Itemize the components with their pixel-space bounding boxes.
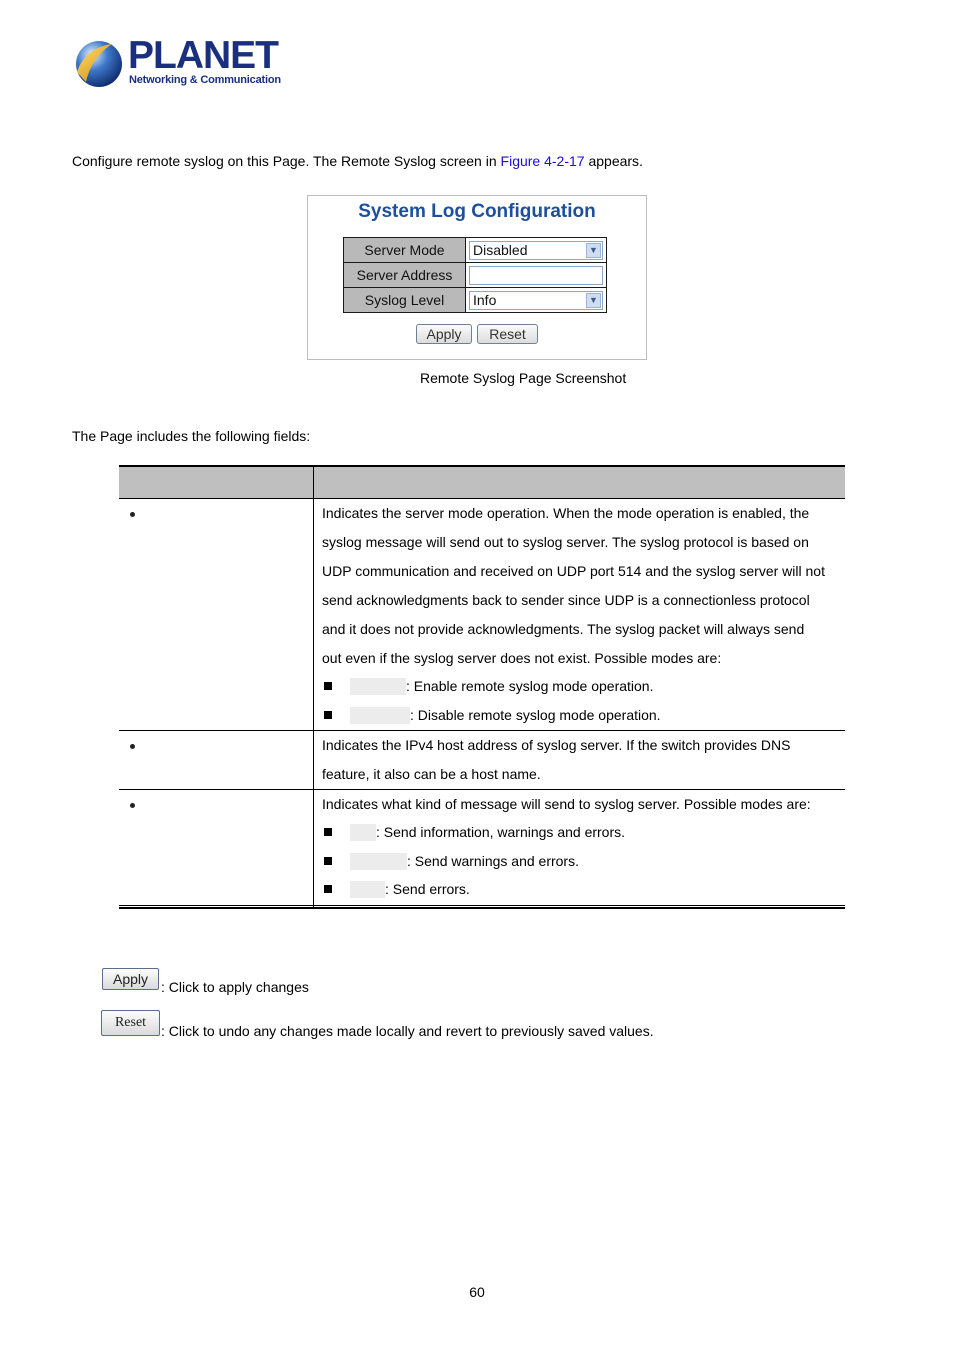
figure-caption: Remote Syslog Page Screenshot <box>420 370 627 386</box>
chevron-down-icon[interactable]: ▼ <box>586 293 601 308</box>
square-bullet-icon <box>324 885 332 893</box>
square-bullet-icon <box>324 711 332 719</box>
server-mode-label: Server Mode <box>344 238 466 263</box>
description-line: Indicates what kind of message will send to syslog server. Possible modes are: <box>322 796 811 812</box>
config-row-server-mode <box>344 238 607 263</box>
option-highlight <box>350 881 385 898</box>
reset-description: : Click to undo any changes made locally and revert to previously saved values. <box>161 1023 654 1039</box>
option-highlight <box>350 707 410 724</box>
fields-intro: The Page includes the following fields: <box>72 428 311 444</box>
option-highlight <box>350 853 407 870</box>
config-row-syslog-level <box>344 288 607 313</box>
server-address-cell <box>466 263 607 288</box>
globe-icon <box>72 38 124 90</box>
square-bullet-icon <box>324 682 332 690</box>
apply-button-image: Apply <box>102 968 159 990</box>
system-log-config-screenshot <box>307 195 647 360</box>
planet-logo <box>72 34 281 92</box>
server-mode-select[interactable] <box>469 241 603 260</box>
reset-button-image: Reset <box>101 1010 160 1036</box>
server-mode-value: Disabled <box>473 241 528 258</box>
syslog-level-select[interactable] <box>469 291 603 310</box>
server-address-label: Server Address <box>344 263 466 288</box>
description-line: out even if the syslog server does not exist. Possible modes are: <box>322 650 722 666</box>
reset-button[interactable]: Reset <box>477 324 538 344</box>
intro-text: Configure remote syslog on this Page. The Remote Syslog screen in <box>72 153 501 169</box>
bullet-icon <box>130 803 135 808</box>
table-column-divider <box>313 467 314 907</box>
field-description <box>322 731 842 789</box>
table-bottom-rule <box>119 905 845 909</box>
intro-text-end: appears. <box>584 153 643 169</box>
field-description <box>322 790 842 819</box>
intro-paragraph <box>72 153 643 169</box>
config-title: System Log Configuration <box>358 201 596 222</box>
description-line: and it does not provide acknowledgments. The syslog packet will always send <box>322 621 805 637</box>
table-header-row <box>119 467 845 499</box>
option-text: : Enable remote syslog mode operation. <box>406 678 654 694</box>
description-line: UDP communication and received on UDP port 514 and the syslog server will not <box>322 563 825 579</box>
description-line: feature, it also can be a host name. <box>322 766 541 782</box>
option-text: : Disable remote syslog mode operation. <box>410 707 661 723</box>
square-bullet-icon <box>324 857 332 865</box>
bullet-icon <box>130 512 135 517</box>
syslog-level-label: Syslog Level <box>344 288 466 313</box>
option-text: : Send errors. <box>385 881 470 897</box>
option-text: : Send information, warnings and errors. <box>376 824 626 840</box>
fields-table <box>119 465 845 909</box>
option-highlight <box>350 678 406 695</box>
option-highlight <box>350 824 376 841</box>
bullet-icon <box>130 744 135 749</box>
page-number: 60 <box>469 1284 485 1300</box>
figure-link[interactable]: Figure 4-2-17 <box>500 153 585 169</box>
square-bullet-icon <box>324 828 332 836</box>
server-address-input[interactable] <box>469 266 603 285</box>
chevron-down-icon[interactable]: ▼ <box>586 243 601 258</box>
field-description <box>322 499 842 673</box>
option-text: : Send warnings and errors. <box>407 853 579 869</box>
description-line: send acknowledgments back to sender since UDP is a connectionless protocol <box>322 592 810 608</box>
server-mode-cell <box>466 238 607 263</box>
apply-button[interactable]: Apply <box>416 324 472 344</box>
logo-tagline: Networking & Communication <box>129 74 281 86</box>
syslog-level-value: Info <box>473 291 497 308</box>
config-row-server-address <box>344 263 607 288</box>
description-line: Indicates the IPv4 host address of syslog server. If the switch provides DNS <box>322 737 791 753</box>
description-line: Indicates the server mode operation. When the mode operation is enabled, the <box>322 505 810 521</box>
description-line: syslog message will send out to syslog server. The syslog protocol is based on <box>322 534 809 550</box>
logo-wordmark: PLANET <box>128 34 278 77</box>
apply-description: : Click to apply changes <box>161 979 309 995</box>
config-table <box>343 237 607 313</box>
syslog-level-cell <box>466 288 607 313</box>
